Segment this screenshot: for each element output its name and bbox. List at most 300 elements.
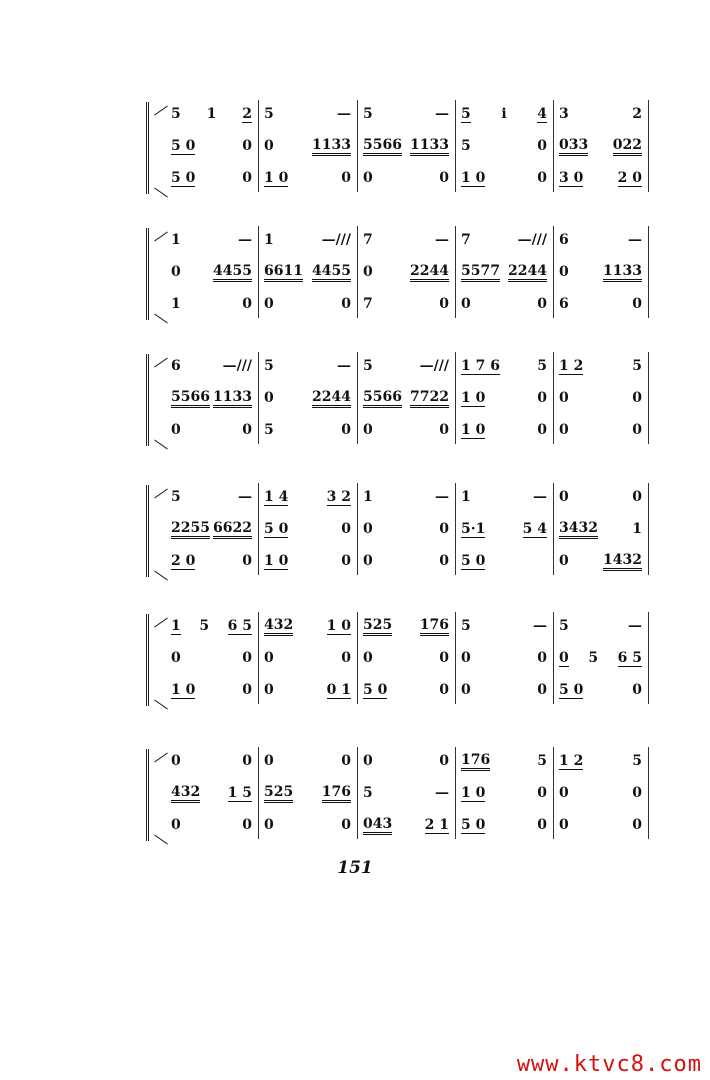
note: — [435,785,449,801]
note: 6622 [213,520,252,539]
note: 7 [461,232,471,248]
measure [165,102,258,126]
note: 525 [264,784,293,803]
measure [357,485,455,509]
measure [455,354,553,378]
measure [357,386,455,410]
note: 5 [461,105,471,122]
note: 3 2 [326,488,351,505]
note: — [435,106,449,122]
note: 0 [242,422,252,438]
staff-row [165,354,648,378]
measure [357,813,455,837]
note: 1133 [410,137,449,156]
note: 0 [632,489,642,505]
note: 5 [264,358,274,374]
staff-row [165,292,648,316]
note: 0 [171,753,181,769]
note: 2255 [171,520,210,539]
measure [455,485,553,509]
note: 2244 [410,263,449,282]
note: 0 [363,422,373,438]
note: 0 [537,138,547,154]
note: 5566 [171,389,210,408]
measure [258,260,357,284]
note: 0 [264,817,274,833]
note: 3 [559,106,569,122]
system-bracket [146,614,159,706]
measure [455,549,553,573]
measure [258,292,357,316]
note: 0 [632,422,642,438]
note: 5 [363,785,373,801]
note: 5 [632,358,642,374]
note: 0 [341,296,351,312]
note: 0 [171,264,181,280]
measure [165,292,258,316]
note: 1 0 [264,552,289,569]
music-system [140,612,655,712]
measure [258,678,357,702]
note: 5 [363,106,373,122]
note: 1 [461,489,471,505]
measure [357,260,455,284]
note: 1 0 [461,389,486,406]
music-system [140,100,655,200]
note: 5 4 [522,520,547,537]
note: 432 [264,617,293,636]
note: 0 [537,390,547,406]
measure [553,485,648,509]
note: 0 [559,553,569,569]
note: 0 [439,682,449,698]
note: 0 [439,521,449,537]
note: — [238,489,252,505]
music-system [140,483,655,583]
note: 0 [537,650,547,666]
note: 5 [537,753,547,769]
measure [357,134,455,158]
note: 0 [461,682,471,698]
note: — [238,232,252,248]
note: 5 [588,650,599,666]
measure [357,292,455,316]
note: 6 [171,358,181,374]
note: 5 [171,489,181,505]
note: 0 [363,170,373,186]
measure [357,678,455,702]
note: 1432 [603,552,642,571]
measure [258,134,357,158]
measure [455,781,553,805]
note: —/// [419,358,449,374]
note: 6 5 [617,649,642,666]
measure [165,485,258,509]
note: 0 1 [326,681,351,698]
note: — [628,618,642,634]
note: 2 0 [171,552,196,569]
note: 1 2 [559,752,584,769]
measure [553,813,648,837]
measure [553,678,648,702]
note: 5 [171,106,181,122]
measure [455,228,553,252]
note: 0 [363,650,373,666]
note: 6 [559,232,569,248]
note: 0 [171,650,181,666]
measure [455,678,553,702]
staff-row [165,781,648,805]
measure [258,102,357,126]
note: 0 [559,785,569,801]
measure [455,260,553,284]
note: 0 [341,422,351,438]
note: 5·1 [461,520,486,537]
note: 0 [264,390,274,406]
note: 0 [632,390,642,406]
music-system [140,352,655,452]
note: 1 7 6 [461,357,500,374]
staff-row [165,646,648,670]
note: 0 [537,170,547,186]
note: 5 0 [171,137,196,154]
note: i [501,106,507,122]
note: 0 [341,817,351,833]
measure [165,228,258,252]
measure [165,134,258,158]
note: 1133 [213,389,252,408]
note: 4455 [312,263,351,282]
note: 0 [439,296,449,312]
measure [258,749,357,773]
note: 0 [537,817,547,833]
staff-row [165,418,648,442]
note: 1 0 [171,681,196,698]
note: —/// [222,358,252,374]
measure [455,134,553,158]
note: 0 [363,521,373,537]
note: 0 [559,264,569,280]
note: 0 [171,817,181,833]
measure [455,102,553,126]
staff-row [165,813,648,837]
measure [165,678,258,702]
measure [553,549,648,573]
measure [258,386,357,410]
measure [258,813,357,837]
note: 0 [363,553,373,569]
note: 1 [206,106,217,122]
note: 2244 [508,263,547,282]
measure [553,260,648,284]
note: 5 0 [171,169,196,186]
measure [165,354,258,378]
note: 5 [363,358,373,374]
measure [553,292,648,316]
note: 5 [461,618,471,634]
note: 0 [242,817,252,833]
note: 1 [363,489,373,505]
measure [165,386,258,410]
barline [648,226,649,318]
note: 5 [559,618,569,634]
staff-row [165,749,648,773]
music-system [140,226,655,326]
note: —/// [321,232,351,248]
note: 5 0 [264,520,289,537]
system-bracket [146,228,159,320]
measure [165,646,258,670]
note: 0 [537,296,547,312]
measure [357,228,455,252]
measure [165,260,258,284]
note: — [628,232,642,248]
measure [553,418,648,442]
note: 5 [264,422,274,438]
note: 1 [171,296,181,312]
note: 1 0 [461,784,486,801]
measure [455,386,553,410]
measure [165,781,258,805]
measure [165,549,258,573]
note: — [533,618,547,634]
note: 0 [242,170,252,186]
note: 5 [199,618,210,634]
note: 0 [632,682,642,698]
measure [455,418,553,442]
measure [553,228,648,252]
measure [455,166,553,190]
note: 2 0 [617,169,642,186]
measure [553,614,648,638]
note: 1 [171,617,181,634]
note: 1 5 [227,784,252,801]
note: 0 [632,296,642,312]
measure [553,386,648,410]
measure [357,549,455,573]
note: 0 [264,138,274,154]
note: 0 [242,296,252,312]
note: 3 0 [559,169,584,186]
note: 5 0 [363,681,388,698]
note: 3432 [559,520,598,539]
staff-row [165,102,648,126]
note: 5 [264,106,274,122]
note: 176 [420,617,449,636]
note: 0 [537,682,547,698]
watermark: www.ktvc8.com [516,1052,702,1077]
system-bracket [146,102,159,194]
note: 1 [264,232,274,248]
measure [258,614,357,638]
note: 1 0 [326,617,351,634]
note: 1 4 [264,488,289,505]
note: 525 [363,617,392,636]
measure [553,781,648,805]
note: —/// [517,232,547,248]
note: 0 [171,422,181,438]
measure [455,614,553,638]
note: 0 [264,650,274,666]
measure [553,134,648,158]
measure [258,646,357,670]
measure [165,614,258,638]
note: 1133 [312,137,351,156]
staff-row [165,134,648,158]
note: 6 5 [227,617,252,634]
note: 1 0 [461,421,486,438]
staff-row [165,614,648,638]
note: 1133 [603,263,642,282]
note: 176 [322,784,351,803]
note: 0 [242,553,252,569]
system-bracket [146,485,159,577]
measure [258,485,357,509]
note: 0 [341,170,351,186]
note: 0 [632,817,642,833]
note: — [337,106,351,122]
measure [357,354,455,378]
measure [553,354,648,378]
measure [258,354,357,378]
note: 043 [363,816,392,835]
note: 0 [242,138,252,154]
note: 7722 [410,389,449,408]
note: 033 [559,137,588,156]
barline [648,612,649,704]
staff-row [165,517,648,541]
system-bracket [146,354,159,446]
note: — [435,489,449,505]
note: 7 [363,296,373,312]
note: 2244 [312,389,351,408]
note: 0 [537,785,547,801]
note: 4455 [213,263,252,282]
measure [455,517,553,541]
note: 176 [461,752,490,771]
staff-row [165,228,648,252]
note: 0 [461,650,471,666]
note: 0 [439,422,449,438]
note: 0 [461,296,471,312]
staff-row [165,485,648,509]
note: 5566 [363,137,402,156]
note: 0 [632,785,642,801]
note: 5 [537,358,547,374]
measure [258,166,357,190]
barline [648,747,649,839]
measure [165,517,258,541]
note: 0 [559,390,569,406]
note: 5 [632,753,642,769]
note: 0 [363,264,373,280]
note: 0 [439,553,449,569]
note: 2 [632,106,642,122]
measure [258,517,357,541]
measure [357,102,455,126]
measure [553,166,648,190]
note: 0 [242,682,252,698]
staff-row [165,549,648,573]
note: 1 [632,521,642,537]
measure [553,102,648,126]
measure [165,418,258,442]
note: 0 [439,753,449,769]
note: 1 2 [559,357,584,374]
note: 4 [537,105,547,122]
note: — [337,358,351,374]
note: 0 [537,422,547,438]
note: 5 0 [461,816,486,833]
measure [357,781,455,805]
note: 0 [242,753,252,769]
barline [648,483,649,575]
note: 5 0 [461,552,486,569]
measure [357,166,455,190]
measure [455,749,553,773]
note: 0 [559,817,569,833]
note: 0 [439,170,449,186]
staff-row [165,166,648,190]
note: 0 [264,682,274,698]
note: 5 0 [559,681,584,698]
staff-row [165,386,648,410]
measure [258,781,357,805]
measure [553,646,648,670]
measure [553,517,648,541]
note: 0 [559,489,569,505]
measure [455,292,553,316]
note: 0 [363,753,373,769]
barline [648,352,649,444]
note: 0 [341,553,351,569]
note: — [533,489,547,505]
note: 5577 [461,263,500,282]
measure [258,549,357,573]
note: 6 [559,296,569,312]
note: 0 [341,650,351,666]
note: 1 [171,232,181,248]
note: 0 [341,521,351,537]
measure [258,228,357,252]
note: 5566 [363,389,402,408]
measure [165,749,258,773]
measure [455,646,553,670]
note: 7 [363,232,373,248]
note: 1 0 [461,169,486,186]
note: 5 [461,138,471,154]
note: 0 [341,753,351,769]
note: — [435,232,449,248]
measure [165,813,258,837]
note: 0 [264,753,274,769]
note: 432 [171,784,200,803]
music-system [140,747,655,847]
system-bracket [146,749,159,841]
note: 2 1 [424,816,449,833]
note: 0 [264,296,274,312]
note: 2 [242,105,252,122]
measure [553,749,648,773]
staff-row [165,678,648,702]
measure [357,418,455,442]
page-number: 151 [337,858,373,878]
measure [357,614,455,638]
measure [165,166,258,190]
note: 6611 [264,263,303,282]
note: 0 [439,650,449,666]
measure [258,418,357,442]
